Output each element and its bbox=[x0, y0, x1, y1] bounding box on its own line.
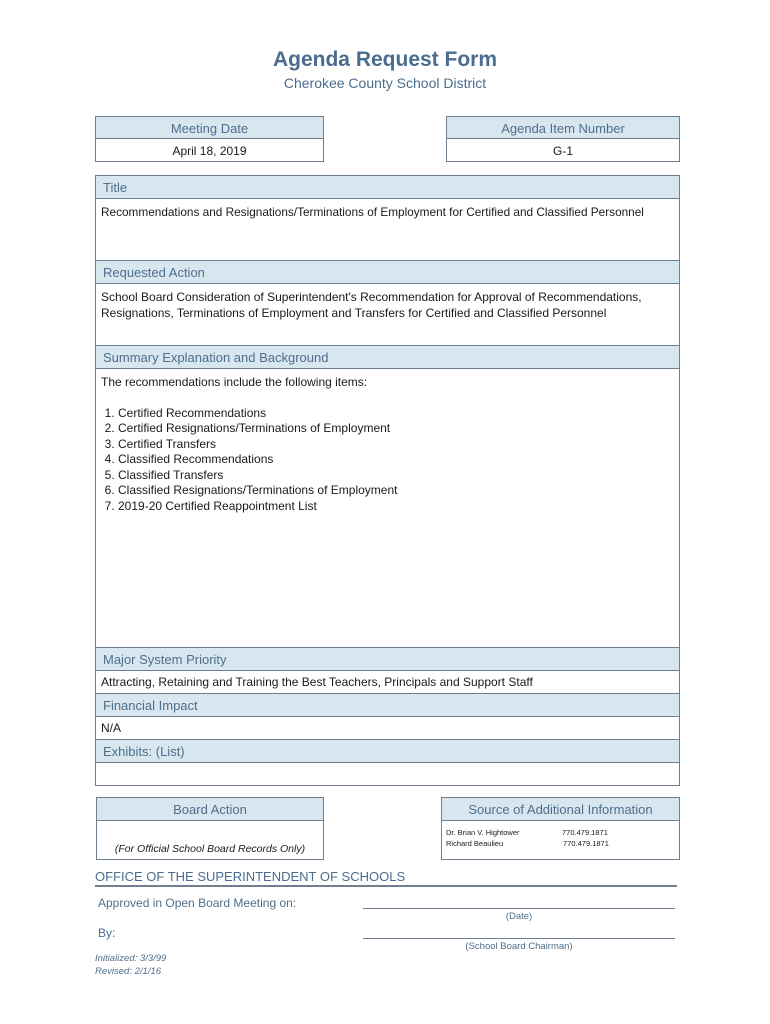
revised-date: Revised: 2/1/16 bbox=[95, 966, 162, 977]
by-label: By: bbox=[98, 926, 116, 940]
agenda-item-value: G-1 bbox=[552, 144, 573, 158]
meeting-date-box bbox=[95, 116, 324, 162]
chairman-signature-line bbox=[363, 938, 675, 939]
list-item: 2. Certified Resignations/Terminations of Employment bbox=[118, 421, 674, 437]
date-signature-line bbox=[363, 908, 675, 909]
contact-phone: 770.479.1871 bbox=[562, 828, 608, 837]
board-action-label: Board Action bbox=[97, 798, 323, 821]
page-title: Agenda Request Form bbox=[272, 48, 498, 71]
list-item: 3. Certified Transfers bbox=[118, 437, 674, 453]
source-label: Source of Additional Information bbox=[442, 798, 679, 821]
list-item: 6. Classified Resignations/Terminations of Employment bbox=[118, 483, 674, 499]
priority-body bbox=[95, 671, 680, 694]
title-section-header: Title bbox=[95, 175, 680, 199]
summary-intro: The recommendations include the following items: bbox=[101, 375, 368, 389]
summary-body bbox=[95, 369, 680, 648]
title-section-body bbox=[95, 199, 680, 261]
contact-phone: 770.479.1871 bbox=[563, 839, 609, 848]
date-caption: (Date) bbox=[505, 911, 533, 922]
title-text: Recommendations and Resignations/Terminations of Employment for Certified and Classified Personnel bbox=[101, 205, 644, 219]
agenda-item-box bbox=[446, 116, 680, 162]
board-action-note: (For Official School Board Records Only) bbox=[114, 843, 306, 855]
requested-action-body bbox=[95, 284, 680, 346]
requested-action-header: Requested Action bbox=[95, 260, 680, 284]
chairman-caption: (School Board Chairman) bbox=[465, 941, 573, 952]
source-box bbox=[441, 797, 680, 860]
financial-body bbox=[95, 717, 680, 740]
page-subtitle: Cherokee County School District bbox=[283, 75, 487, 91]
list-item: 1. Certified Recommendations bbox=[118, 406, 674, 422]
board-action-box bbox=[96, 797, 324, 860]
office-heading: OFFICE OF THE SUPERINTENDENT OF SCHOOLS bbox=[95, 869, 406, 884]
office-divider bbox=[95, 885, 677, 887]
contact-name: Dr. Brian V. Hightower bbox=[446, 828, 520, 837]
summary-list bbox=[101, 406, 674, 515]
source-contacts bbox=[442, 821, 679, 849]
list-item: 5. Classified Transfers bbox=[118, 468, 674, 484]
list-item: 4. Classified Recommendations bbox=[118, 452, 674, 468]
meeting-date-label: Meeting Date bbox=[96, 117, 323, 139]
priority-text: Attracting, Retaining and Training the Best Teachers, Principals and Support Staff bbox=[101, 675, 533, 689]
contact-row bbox=[446, 827, 675, 838]
summary-header: Summary Explanation and Background bbox=[95, 345, 680, 369]
approved-label: Approved in Open Board Meeting on: bbox=[98, 896, 297, 910]
initialized-date: Initialized: 3/3/99 bbox=[95, 953, 167, 964]
requested-action-line1: School Board Consideration of Superintendent's Recommendation for Approval of Recommendations, bbox=[101, 290, 642, 304]
exhibits-body bbox=[95, 763, 680, 786]
financial-header: Financial Impact bbox=[95, 693, 680, 717]
agenda-item-label: Agenda Item Number bbox=[447, 117, 679, 139]
meeting-date-value: April 18, 2019 bbox=[172, 144, 247, 158]
list-item: 7. 2019-20 Certified Reappointment List bbox=[118, 499, 674, 515]
contact-row bbox=[446, 838, 675, 849]
financial-text: N/A bbox=[101, 721, 122, 735]
priority-header: Major System Priority bbox=[95, 647, 680, 671]
requested-action-line2: Resignations, Terminations of Employment and Transfers for Certified and Classified Personnel bbox=[101, 305, 607, 320]
contact-name: Richard Beaulieu bbox=[446, 839, 504, 848]
exhibits-header: Exhibits: (List) bbox=[95, 739, 680, 763]
